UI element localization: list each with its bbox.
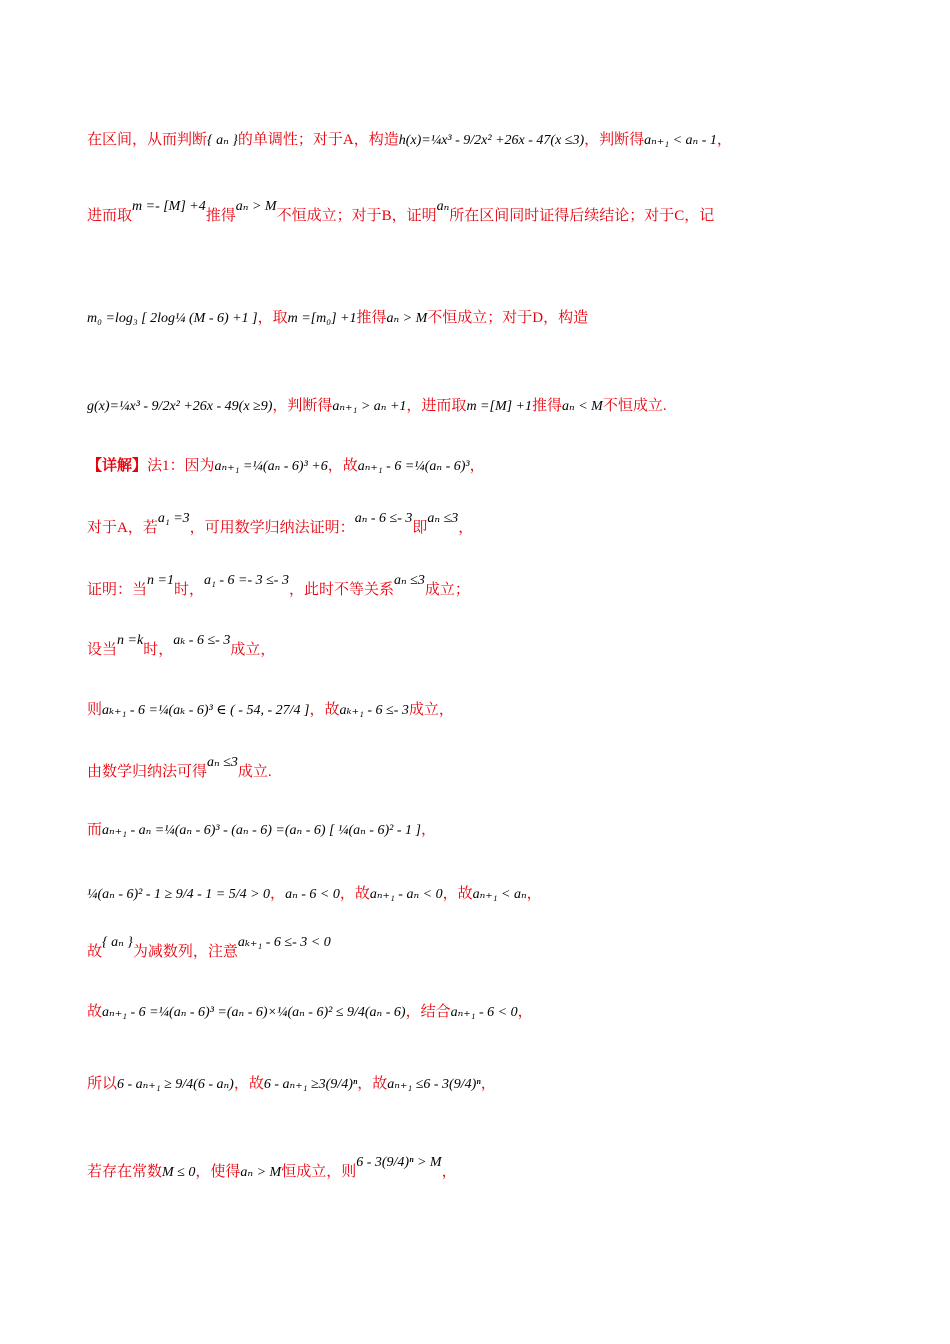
- text-segment: ，故: [309, 702, 340, 718]
- math-expression: 6 - aₙ₊₁ ≥ 9/4(6 - aₙ): [117, 1077, 234, 1092]
- text-segment: ，使得: [195, 1164, 241, 1180]
- math-expression: aₙ > M: [240, 1165, 282, 1180]
- math-expression: aₙ > M: [235, 199, 277, 214]
- math-expression: aₖ - 6 ≤- 3: [173, 633, 231, 648]
- math-expression: { aₙ }: [207, 133, 238, 148]
- text-segment: 成立；: [424, 582, 470, 598]
- math-expression: m =[M] +1: [466, 399, 533, 414]
- math-expression: { aₙ }: [102, 935, 133, 950]
- text-segment: 对于A，若: [87, 520, 158, 536]
- math-expression: aₖ₊₁ - 6 ≤- 3: [339, 703, 409, 718]
- text-segment: 成立.: [237, 764, 272, 780]
- text-segment: 则: [87, 702, 103, 718]
- text-segment: 推得: [356, 310, 387, 326]
- math-expression: aₖ₊₁ - 6 =¼(aₖ - 6)³ ∈ ( - 54, - 27/4 ]: [102, 703, 310, 718]
- math-expression: aₙ₊₁ < aₙ: [472, 887, 527, 902]
- text-segment: ，故: [442, 886, 473, 902]
- math-expression: aₙ₊₁ - aₙ < 0: [369, 887, 443, 902]
- text-segment: 设当: [87, 642, 118, 658]
- text-segment: ，: [517, 1004, 533, 1020]
- math-expression: aₙ₊₁ > aₙ +1: [332, 399, 407, 414]
- text-segment: ，故: [327, 458, 358, 474]
- text-line: [87, 886, 890, 902]
- math-expression: a₁ - 6 =- 3 ≤- 3: [203, 573, 289, 588]
- text-segment: 推得: [205, 208, 236, 224]
- text-segment: 故: [87, 944, 103, 960]
- math-expression: aₙ₊₁ =¼(aₙ - 6)³ +6: [214, 459, 328, 474]
- text-line: [87, 1155, 890, 1180]
- text-line: [87, 935, 890, 960]
- math-expression: aₙ₊₁ - 6 < 0: [450, 1005, 518, 1020]
- text-segment: ，: [420, 822, 436, 838]
- text-line: [87, 199, 890, 224]
- text-segment: ，: [469, 458, 485, 474]
- text-segment: 不恒成立；对于D，构造: [427, 310, 589, 326]
- math-expression: aₙ₊₁ ≤6 - 3(9/4)ⁿ: [387, 1077, 481, 1092]
- text-line: [87, 573, 890, 598]
- text-segment: 由数学归纳法可得: [87, 764, 208, 780]
- text-segment: 若存在常数: [87, 1164, 163, 1180]
- math-expression: n =1: [147, 573, 174, 588]
- math-expression: aₙ: [436, 199, 450, 214]
- text-segment: 进而取: [87, 208, 133, 224]
- text-segment: ，: [458, 520, 474, 536]
- math-expression: m =[m₀] +1: [287, 311, 357, 326]
- text-line: [87, 755, 890, 780]
- text-segment: ，故: [357, 1076, 388, 1092]
- math-expression: n =k: [117, 633, 144, 648]
- text-segment: 所以: [87, 1076, 118, 1092]
- math-expression: m₀ =log₃ [ 2log¼ (M - 6) +1 ]: [87, 311, 258, 326]
- text-segment: ，: [480, 1076, 496, 1092]
- text-segment: ，可用数学归纳法证明：: [189, 520, 355, 536]
- text-segment: 在区间，从而判断: [87, 132, 208, 148]
- text-segment: ，此时不等关系: [288, 582, 394, 598]
- text-line: [87, 398, 890, 414]
- math-expression: a₁ =3: [157, 511, 190, 526]
- math-expression: aₙ ≤3: [427, 511, 459, 526]
- text-line: [87, 132, 890, 148]
- text-segment: 成立，: [408, 702, 454, 718]
- math-expression: aₙ₊₁ < aₙ - 1: [644, 133, 717, 148]
- text-segment: 不恒成立；对于B，证明: [276, 208, 437, 224]
- text-line: [87, 633, 890, 658]
- math-expression: aₙ₊₁ - aₙ =¼(aₙ - 6)³ - (aₙ - 6) =(aₙ - 6) [ ¼(aₙ - 6)² - 1 ]: [102, 823, 421, 838]
- math-expression: M ≤ 0: [162, 1165, 196, 1180]
- math-expression: aₙ - 6 ≤- 3: [354, 511, 413, 526]
- text-segment: ，: [526, 886, 542, 902]
- text-segment: ，判断得: [272, 398, 333, 414]
- text-line: [87, 702, 890, 718]
- text-line: [87, 310, 890, 326]
- text-segment: ，故: [233, 1076, 264, 1092]
- text-line: [87, 822, 890, 838]
- math-expression: aₙ ≤3: [207, 755, 238, 770]
- text-segment: ，: [441, 1164, 457, 1180]
- text-segment: 成立，: [230, 642, 276, 658]
- math-expression: 6 - aₙ₊₁ ≥3(9/4)ⁿ: [263, 1077, 358, 1092]
- text-segment: ，进而取: [406, 398, 467, 414]
- math-expression: aₖ₊₁ - 6 ≤- 3 < 0: [237, 935, 331, 950]
- text-segment: 不恒成立.: [602, 398, 667, 414]
- text-line: [87, 1076, 890, 1092]
- math-expression: ¼(aₙ - 6)² - 1 ≥ 9/4 - 1 = 5/4 > 0: [87, 887, 271, 902]
- text-segment: 时，: [143, 642, 174, 658]
- section-label: 【详解】: [87, 458, 148, 474]
- text-segment: 即: [412, 520, 428, 536]
- math-expression: aₙ₊₁ - 6 =¼(aₙ - 6)³ =(aₙ - 6)×¼(aₙ - 6)² ≤ 9/4(aₙ - 6): [102, 1005, 406, 1020]
- text-segment: 恒成立，则: [281, 1164, 357, 1180]
- text-segment: 为减数列，注意: [132, 944, 238, 960]
- text-segment: 证明：当: [87, 582, 148, 598]
- math-expression: m =- [M] +4: [132, 199, 206, 214]
- text-segment: ，结合: [405, 1004, 451, 1020]
- text-segment: 而: [87, 822, 103, 838]
- text-segment: ，判断得: [584, 132, 645, 148]
- text-segment: ，: [716, 132, 732, 148]
- text-line: [87, 1004, 890, 1020]
- text-segment: 的单调性；对于A，构造: [237, 132, 399, 148]
- text-segment: 推得: [532, 398, 563, 414]
- math-expression: aₙ ≤3: [393, 573, 425, 588]
- text-segment: ，: [270, 886, 286, 902]
- math-expression: 6 - 3(9/4)ⁿ > M: [356, 1155, 442, 1170]
- text-segment: ，取: [257, 310, 288, 326]
- text-segment: 时，: [173, 582, 204, 598]
- text-line: [87, 458, 890, 474]
- text-line: [87, 511, 890, 536]
- text-segment: ，故: [339, 886, 370, 902]
- math-expression: aₙ₊₁ - 6 =¼(aₙ - 6)³: [357, 459, 470, 474]
- text-segment: 故: [87, 1004, 103, 1020]
- math-expression: h(x)=¼x³ - 9/2x² +26x - 47(x ≤3): [398, 133, 585, 148]
- math-expression: g(x)=¼x³ - 9/2x² +26x - 49(x ≥9): [87, 399, 273, 414]
- math-expression: aₙ > M: [386, 311, 428, 326]
- text-segment: 法1：因为: [147, 458, 215, 474]
- math-expression: aₙ < M: [562, 399, 603, 414]
- math-expression: aₙ - 6 < 0: [285, 887, 340, 902]
- text-segment: 所在区间同时证得后续结论；对于C，记: [449, 208, 715, 224]
